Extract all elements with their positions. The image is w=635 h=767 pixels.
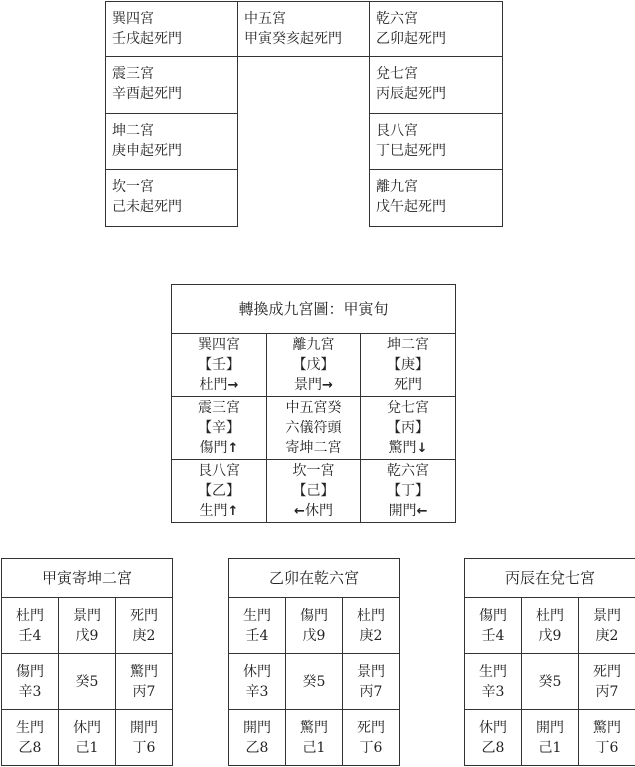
door-line	[361, 501, 455, 522]
door-cell	[2, 654, 59, 710]
palace-cell	[267, 460, 361, 523]
palace-cell	[172, 334, 267, 397]
palace-name: 兌七宮	[376, 66, 418, 82]
door-label: 生門	[16, 719, 44, 736]
stem-label: 戊9	[538, 627, 562, 644]
stem-label: 戊9	[75, 627, 99, 644]
door-label: 杜門	[536, 607, 564, 624]
stem-label: 【乙】	[198, 482, 240, 499]
stem-label: 丙7	[595, 683, 619, 700]
door-line	[172, 438, 266, 459]
door-label: 傷門	[16, 663, 44, 680]
palace-cell	[370, 2, 503, 57]
door-cell	[579, 654, 635, 710]
stem-label: 庚2	[132, 627, 156, 644]
stem-label: 丁6	[359, 739, 383, 756]
table-row	[2, 654, 173, 710]
door-label: 驚門	[130, 663, 159, 680]
center-cell	[522, 654, 579, 710]
nine-palace-chart	[171, 284, 456, 523]
palace-name: 離九宮	[376, 179, 418, 195]
arrow-down-icon: ↓	[416, 440, 428, 456]
palace-text: 壬戌起死門	[112, 31, 182, 47]
door-label: 休門	[479, 719, 507, 736]
arrow-left-icon: ←	[416, 503, 428, 519]
stem-label: 【壬】	[198, 356, 240, 373]
door-cell	[2, 710, 59, 766]
stem-label: 丙7	[359, 683, 383, 700]
door-cell	[579, 710, 635, 766]
stem-label: 戊9	[302, 627, 326, 644]
door-label: 死門	[394, 377, 423, 393]
stem-label: 壬4	[245, 627, 269, 644]
empty-cell	[238, 57, 370, 227]
palace-death-door-table	[105, 1, 503, 227]
door-label: 驚門	[593, 719, 622, 736]
stem-label: 壬4	[481, 627, 505, 644]
stem-label: 癸5	[75, 673, 99, 690]
table-row	[172, 334, 456, 397]
door-cell	[579, 598, 635, 654]
stem-label: 【丙】	[387, 419, 430, 436]
door-cell	[343, 598, 400, 654]
door-cell	[522, 710, 579, 766]
palace-text: 丙辰起死門	[376, 86, 446, 102]
door-label: 驚門	[300, 719, 328, 736]
palace-name: 坤二宮	[112, 123, 154, 139]
palace-name: 艮八宮	[198, 462, 240, 479]
table-row	[465, 654, 635, 710]
stem-label: 己1	[75, 739, 99, 756]
door-label: 休門	[304, 502, 333, 519]
palace-name: 中五宮癸	[285, 400, 342, 416]
palace-cell	[172, 460, 267, 523]
door-cell	[59, 598, 116, 654]
door-label: 開門	[388, 502, 417, 519]
door-line	[172, 501, 266, 522]
door-line	[361, 375, 455, 395]
door-cell	[286, 710, 343, 766]
door-label: 開門	[243, 719, 271, 736]
door-label: 開門	[130, 719, 159, 736]
door-cell	[343, 654, 400, 710]
palace-text: 丁巳起死門	[376, 143, 446, 159]
table-row	[106, 2, 503, 57]
door-label: 死門	[593, 663, 622, 680]
arrow-right-icon: →	[322, 377, 333, 393]
door-label: 景門	[357, 663, 386, 680]
palace-cell	[106, 2, 238, 57]
door-line	[267, 501, 360, 522]
palace-name: 坤二宮	[387, 337, 430, 353]
palace-text: 乙卯起死門	[376, 31, 446, 47]
palace-cell	[106, 170, 238, 227]
door-label: 開門	[536, 719, 564, 736]
palace-name: 坎一宮	[292, 462, 335, 479]
door-label: 杜門	[16, 607, 44, 624]
palace-name: 巽四宮	[198, 336, 240, 353]
palace-cell	[370, 170, 503, 227]
door-label: 生門	[199, 502, 228, 519]
door-cell	[343, 710, 400, 766]
door-line	[172, 375, 266, 396]
table-row	[465, 598, 635, 654]
table-row	[229, 710, 400, 766]
table-row	[229, 598, 400, 654]
palace-cell	[370, 57, 503, 114]
palace-name: 震三宮	[198, 399, 240, 416]
palace-cell	[106, 114, 238, 170]
door-label: 休門	[243, 663, 271, 680]
center-palace-cell	[267, 397, 361, 460]
table-row	[229, 654, 400, 710]
stem-label: 壬4	[18, 627, 42, 644]
stem-label: 己1	[302, 739, 326, 756]
stem-label: 庚2	[595, 627, 619, 644]
door-label: 景門	[73, 607, 101, 624]
stem-label: 乙8	[18, 739, 42, 756]
door-label: 生門	[243, 607, 271, 624]
arrow-up-icon: ↑	[227, 503, 239, 519]
stem-label: 癸5	[538, 673, 562, 690]
chart-yimao	[228, 558, 400, 766]
stem-label: 庚2	[359, 627, 383, 644]
chart-title: 甲寅寄坤二宮	[2, 559, 173, 598]
door-line	[361, 438, 455, 459]
palace-cell	[106, 57, 238, 114]
table-row	[2, 710, 173, 766]
arrow-up-icon: ↑	[227, 440, 239, 456]
stem-label: 癸5	[302, 673, 326, 690]
door-cell	[229, 598, 286, 654]
palace-name: 震三宮	[112, 66, 154, 82]
door-label: 傷門	[300, 607, 328, 624]
palace-cell	[361, 397, 456, 460]
stem-label: 乙8	[481, 739, 505, 756]
stem-label: 辛3	[481, 683, 505, 700]
stem-label: 乙8	[245, 739, 269, 756]
door-label: 景門	[294, 376, 323, 393]
door-label: 杜門	[199, 376, 228, 393]
stem-label: 【丁】	[387, 482, 430, 499]
stem-label: 【庚】	[387, 357, 430, 373]
door-line	[267, 375, 360, 396]
door-label: 驚門	[388, 439, 417, 456]
door-cell	[229, 654, 286, 710]
palace-cell	[370, 114, 503, 170]
chart-jiayin	[1, 558, 173, 766]
stem-label: 丙7	[132, 683, 156, 700]
stem-label: 【辛】	[198, 419, 240, 436]
palace-name: 兌七宮	[387, 399, 430, 416]
door-cell	[286, 598, 343, 654]
stem-label: 己1	[538, 739, 562, 756]
palace-name: 艮八宮	[376, 123, 418, 139]
door-label: 傷門	[199, 439, 228, 456]
palace-text: 庚申起死門	[112, 143, 182, 159]
palace-text: 戊午起死門	[376, 199, 446, 215]
door-cell	[116, 710, 173, 766]
door-cell	[116, 598, 173, 654]
stem-label: 丁6	[595, 739, 619, 756]
chart-title: 乙卯在乾六宮	[229, 559, 400, 598]
palace-cell	[361, 460, 456, 523]
stem-label: 辛3	[245, 683, 269, 700]
palace-name: 乾六宮	[376, 11, 418, 27]
door-label: 杜門	[357, 607, 386, 624]
chart-bingchen	[464, 558, 635, 766]
palace-cell	[172, 397, 267, 460]
center-note: 六儀符頭	[285, 420, 342, 436]
door-cell	[465, 598, 522, 654]
door-cell	[465, 654, 522, 710]
arrow-left-icon: ←	[294, 503, 305, 519]
center-cell	[59, 654, 116, 710]
door-cell	[2, 598, 59, 654]
stem-label: 丁6	[132, 739, 156, 756]
palace-text: 辛酉起死門	[112, 86, 182, 102]
arrow-right-icon: →	[227, 377, 239, 393]
door-cell	[116, 654, 173, 710]
stem-label: 【戊】	[292, 356, 335, 373]
palace-cell	[361, 334, 456, 397]
chart-title: 轉換成九宮圖：甲寅旬	[172, 285, 456, 334]
palace-name: 乾六宮	[387, 462, 430, 479]
table-row	[2, 598, 173, 654]
stem-label: 【己】	[292, 482, 335, 499]
palace-cell	[238, 2, 370, 57]
door-label: 死門	[130, 607, 159, 624]
door-label: 傷門	[479, 607, 507, 624]
door-label: 休門	[73, 719, 101, 736]
door-cell	[59, 710, 116, 766]
palace-cell	[267, 334, 361, 397]
door-cell	[229, 710, 286, 766]
palace-name: 離九宮	[292, 336, 335, 353]
palace-text: 己未起死門	[112, 199, 182, 215]
palace-name: 巽四宮	[112, 11, 154, 27]
table-row	[465, 710, 635, 766]
table-row	[106, 57, 503, 114]
palace-name: 坎一宮	[112, 179, 154, 195]
palace-name: 中五宮	[244, 11, 286, 27]
table-row	[172, 397, 456, 460]
door-label: 景門	[593, 607, 622, 624]
door-label: 死門	[357, 719, 386, 736]
center-cell	[286, 654, 343, 710]
table-row	[172, 460, 456, 523]
center-note: 寄坤二宮	[285, 440, 342, 456]
palace-text: 甲寅癸亥起死門	[244, 31, 342, 47]
door-cell	[465, 710, 522, 766]
door-cell	[522, 598, 579, 654]
door-label: 生門	[479, 663, 507, 680]
stem-label: 辛3	[18, 683, 42, 700]
chart-title: 丙辰在兌七宮	[465, 559, 635, 598]
